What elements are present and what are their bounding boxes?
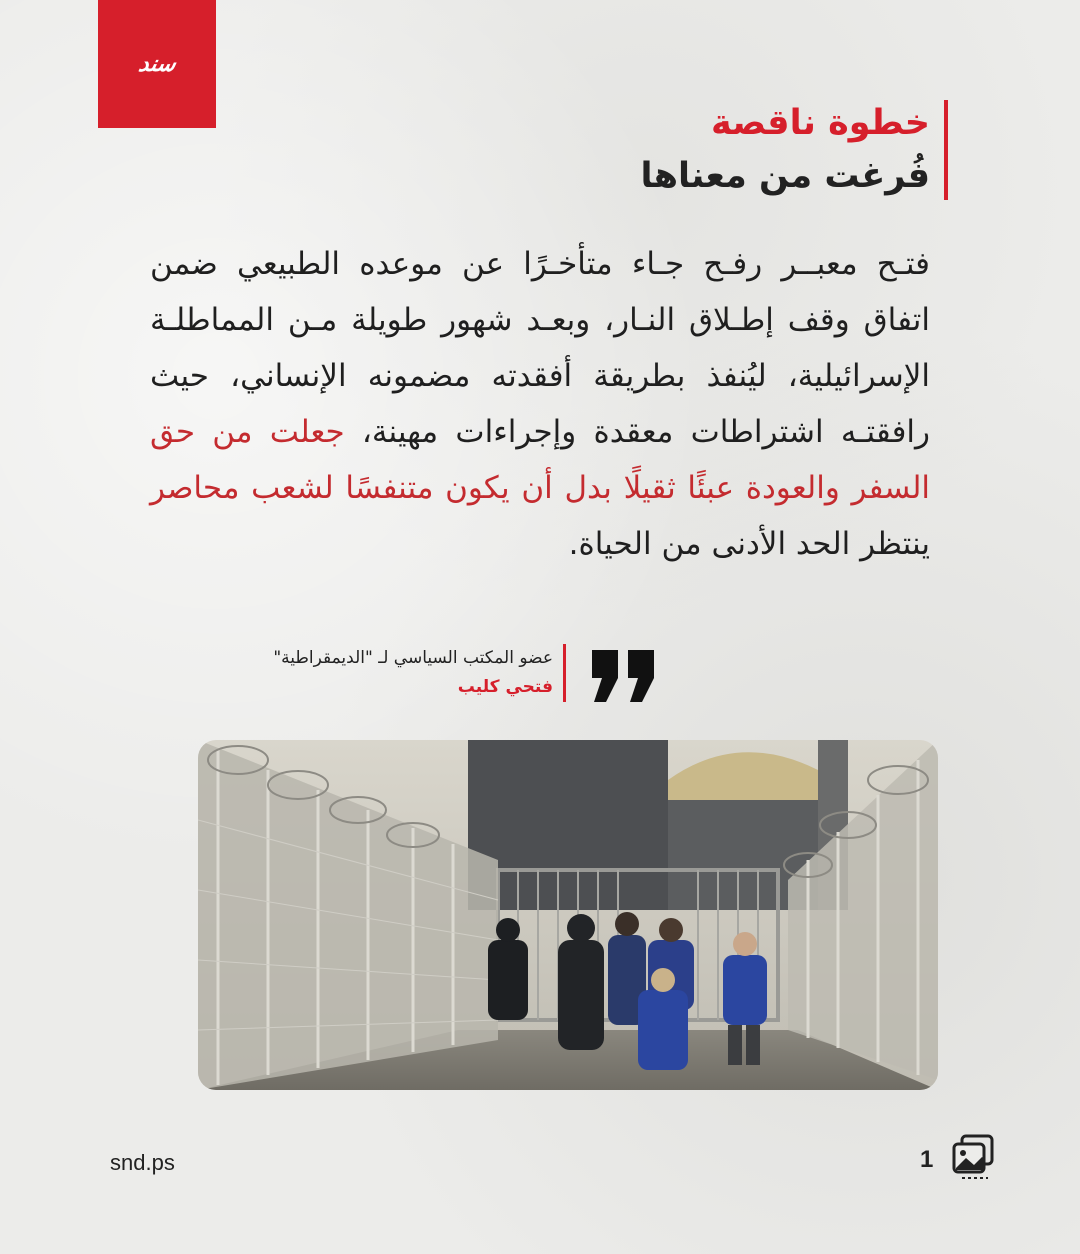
quote-source bbox=[126, 644, 566, 702]
brand-logo bbox=[98, 0, 216, 128]
photo-illustration bbox=[198, 740, 938, 1090]
slide-count: 1 bbox=[920, 1146, 934, 1173]
headline-line-1: خطوة ناقصة bbox=[710, 103, 930, 143]
website-url[interactable]: snd.ps bbox=[110, 1150, 175, 1175]
body-highlight: جعلت من حق السفر والعودة عبئًا ثقيلًا بدل أن يكون متنفسًا لشعب محاصر bbox=[150, 414, 930, 506]
body-text-part-2: ينتظر الحد الأدنى من الحياة. bbox=[568, 526, 930, 562]
border-crossing-photo bbox=[198, 740, 938, 1090]
headline-line-2: فُرغت من معناها bbox=[640, 156, 930, 196]
headline bbox=[348, 100, 948, 200]
quote-name: فتحي كليب bbox=[457, 677, 553, 697]
quotation-mark-icon bbox=[588, 642, 660, 708]
logo-text: سند bbox=[136, 51, 178, 77]
body-paragraph bbox=[150, 236, 930, 572]
quote-role: عضو المكتب السياسي لـ "الديمقراطية" bbox=[273, 648, 553, 668]
quote-attribution bbox=[260, 640, 660, 714]
body-text-part-1: فتـح معبــر رفـح جـاء متأخـرًا عن موعده الطبيعي ضمن اتفاق وقف إطـلاق النـار، وبعـد شهور طويلة مـن المماطلـة الإسرائيلية، ليُنفذ بطريقة أفقدته مضمونه الإنساني، حيث رافقتـه اشتراطات معقدة وإجراءات مهينة، bbox=[150, 246, 930, 450]
gallery-icon bbox=[948, 1132, 1000, 1184]
